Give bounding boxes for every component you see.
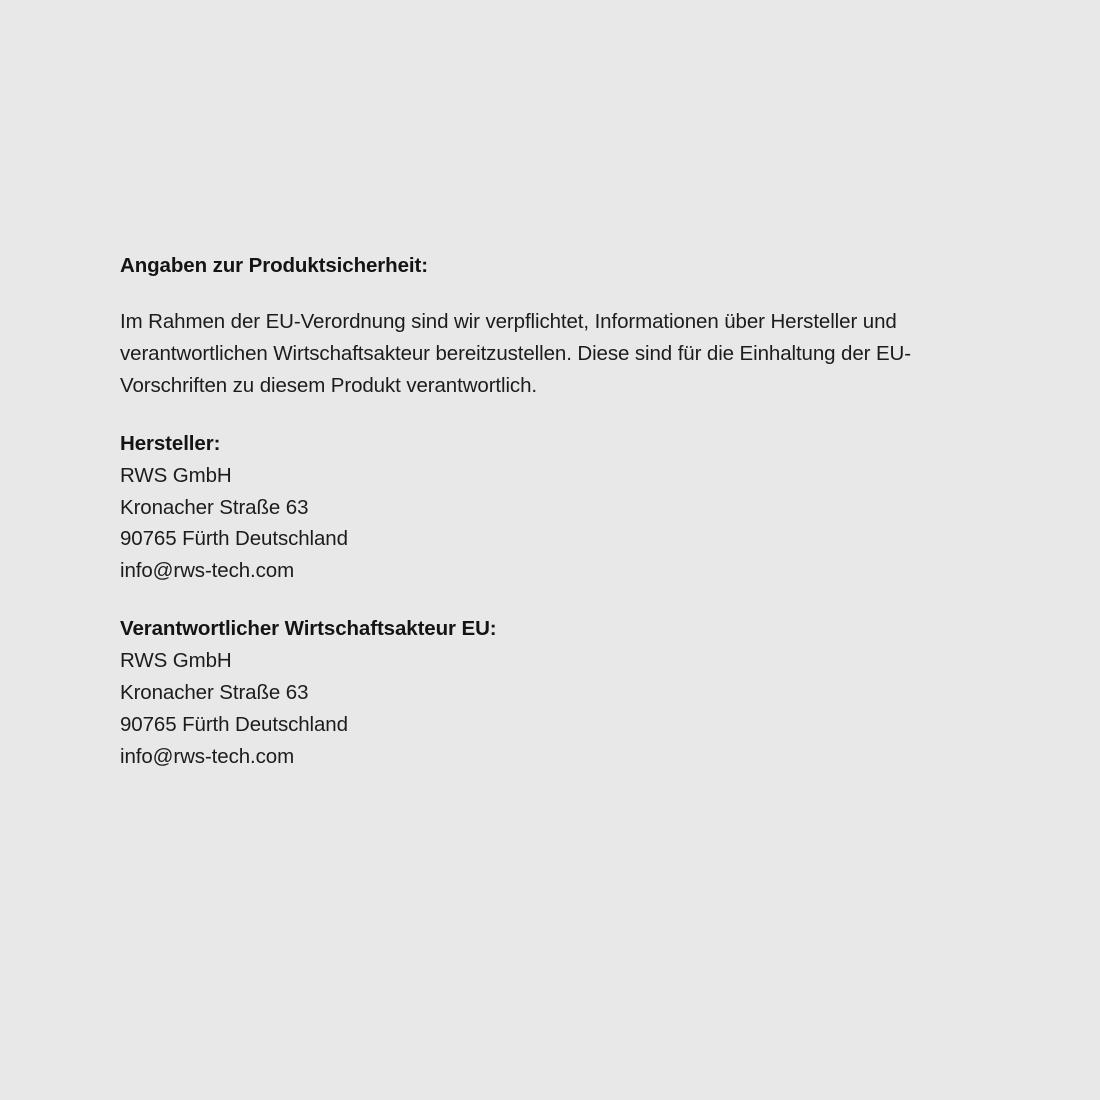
manufacturer-street: Kronacher Straße 63 <box>120 495 309 519</box>
responsible-operator-email: info@rws-tech.com <box>120 745 295 769</box>
page-title: Angaben zur Produktsicherheit: <box>120 254 428 277</box>
manufacturer-company: RWS GmbH <box>120 463 232 487</box>
manufacturer-title: Hersteller: <box>120 431 221 455</box>
responsible-operator-company: RWS GmbH <box>120 649 232 673</box>
responsible-operator-title: Verantwortlicher Wirtschaftsakteur EU: <box>120 617 497 641</box>
intro-paragraph: Im Rahmen der EU-Verordnung sind wir verpflichtet, Informationen über Hersteller und verantwortlichen Wirtschaftsakteur bereitzustellen. Diese sind für die Einhaltung der EU-Vorschriften zu diesem Produkt verantwortlich. <box>120 309 911 397</box>
manufacturer-block <box>120 428 980 588</box>
responsible-operator-street: Kronacher Straße 63 <box>120 681 309 705</box>
manufacturer-city: 90765 Fürth Deutschland <box>120 527 348 551</box>
responsible-operator-city: 90765 Fürth Deutschland <box>120 713 348 737</box>
manufacturer-email: info@rws-tech.com <box>120 559 295 583</box>
responsible-operator-block <box>120 613 980 773</box>
product-safety-information <box>120 252 980 773</box>
